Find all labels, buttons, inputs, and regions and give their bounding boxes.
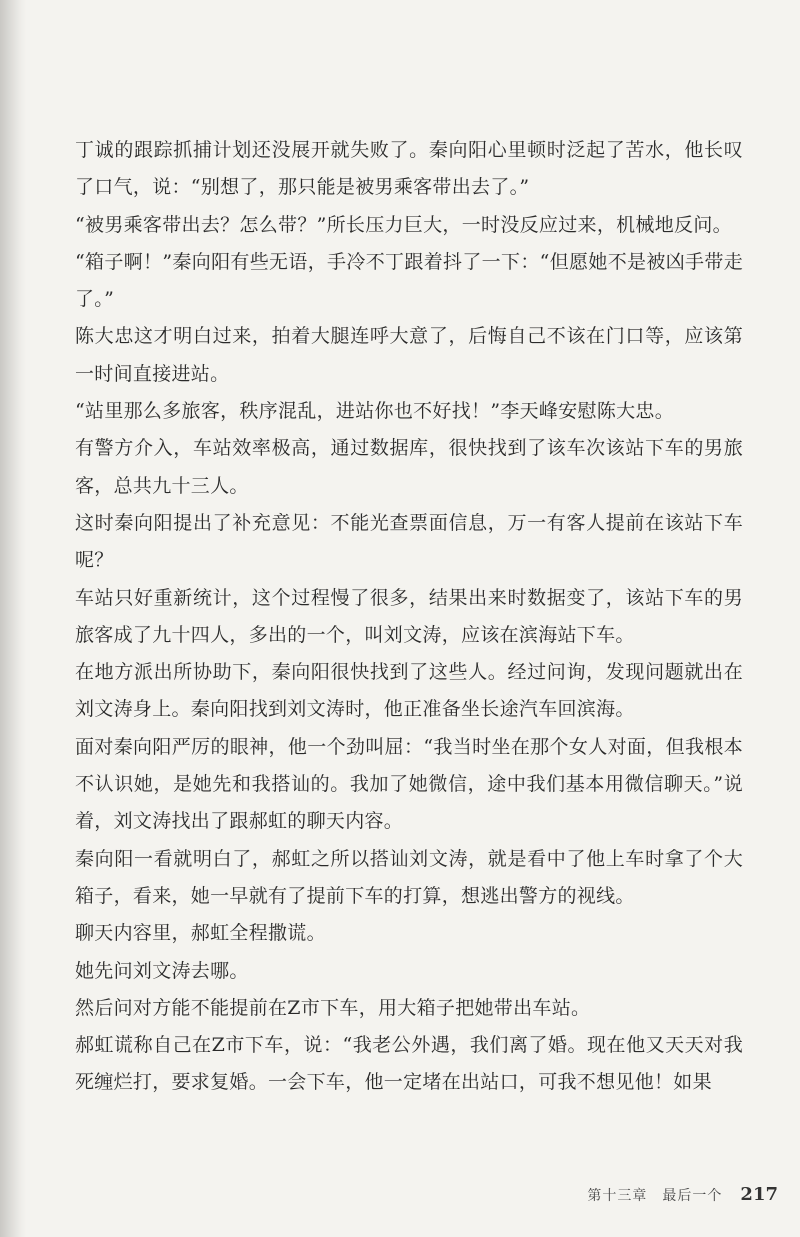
paragraph-15: 郝虹谎称自己在Z市下车，说：“我老公外遇，我们离了婚。现在他又天天对我死缠烂打，要求复婚。一会下车，他一定堵在出站口，可我不想见他！如果 xyxy=(75,1034,743,1094)
paragraph-13: 她先问刘文涛去哪。 xyxy=(75,959,249,982)
paragraph-3: “箱子啊！”秦向阳有些无语，手冷不丁跟着抖了一下：“但愿她不是被凶手带走了。” xyxy=(75,250,743,311)
paragraph-8: 车站只好重新统计，这个过程慢了很多，结果出来时数据变了，该站下车的男旅客成了九十四人，多出的一个，叫刘文涛，应该在滨海站下车。 xyxy=(75,586,743,646)
paragraph-5: “站里那么多旅客，秩序混乱，进站你也不好找！”李天峰安慰陈大忠。 xyxy=(75,400,675,423)
running-footer-chapter: 第十三章 最后一个 xyxy=(587,1188,723,1204)
paragraph-12: 聊天内容里，郝虹全程撒谎。 xyxy=(75,922,326,945)
book-spine-shadow xyxy=(0,0,26,1237)
paragraph-6: 有警方介入，车站效率极高，通过数据库，很快找到了该车次该站下车的男旅客，总共九十三人。 xyxy=(75,437,743,497)
page-footer xyxy=(587,1184,778,1205)
paragraph-10: 面对秦向阳严厉的眼神，他一个劲叫屈：“我当时坐在那个女人对面，但我根本不认识她，是她先和我搭讪的。我加了她微信，途中我们基本用微信聊天。”说着，刘文涛找出了跟郝虹的聊天内容。 xyxy=(75,735,743,833)
paragraph-4: 陈大忠这才明白过来，拍着大腿连呼大意了，后悔自己不该在门口等，应该第一时间直接进站。 xyxy=(75,325,743,385)
paragraph-1: 丁诚的跟踪抓捕计划还没展开就失败了。秦向阳心里顿时泛起了苦水，他长叹了口气，说：“别想了，那只能是被男乘客带出去了。” xyxy=(75,139,743,199)
paragraph-2: “被男乘客带出去？怎么带？”所长压力巨大，一时没反应过来，机械地反问。 xyxy=(75,213,732,236)
paragraph-9: 在地方派出所协助下，秦向阳很快找到了这些人。经过问询，发现问题就出在刘文涛身上。秦向阳找到刘文涛时，他正准备坐长途汽车回滨海。 xyxy=(75,661,743,721)
page-number: 217 xyxy=(740,1184,778,1205)
paragraph-14: 然后问对方能不能提前在Z市下车，用大箱子把她带出车站。 xyxy=(75,996,591,1019)
paragraph-11: 秦向阳一看就明白了，郝虹之所以搭讪刘文涛，就是看中了他上车时拿了个大箱子，看来，她一早就有了提前下车的打算，想逃出警方的视线。 xyxy=(75,847,743,907)
paragraph-7: 这时秦向阳提出了补充意见：不能光查票面信息，万一有客人提前在该站下车呢？ xyxy=(75,511,743,572)
page-body xyxy=(75,132,743,1102)
